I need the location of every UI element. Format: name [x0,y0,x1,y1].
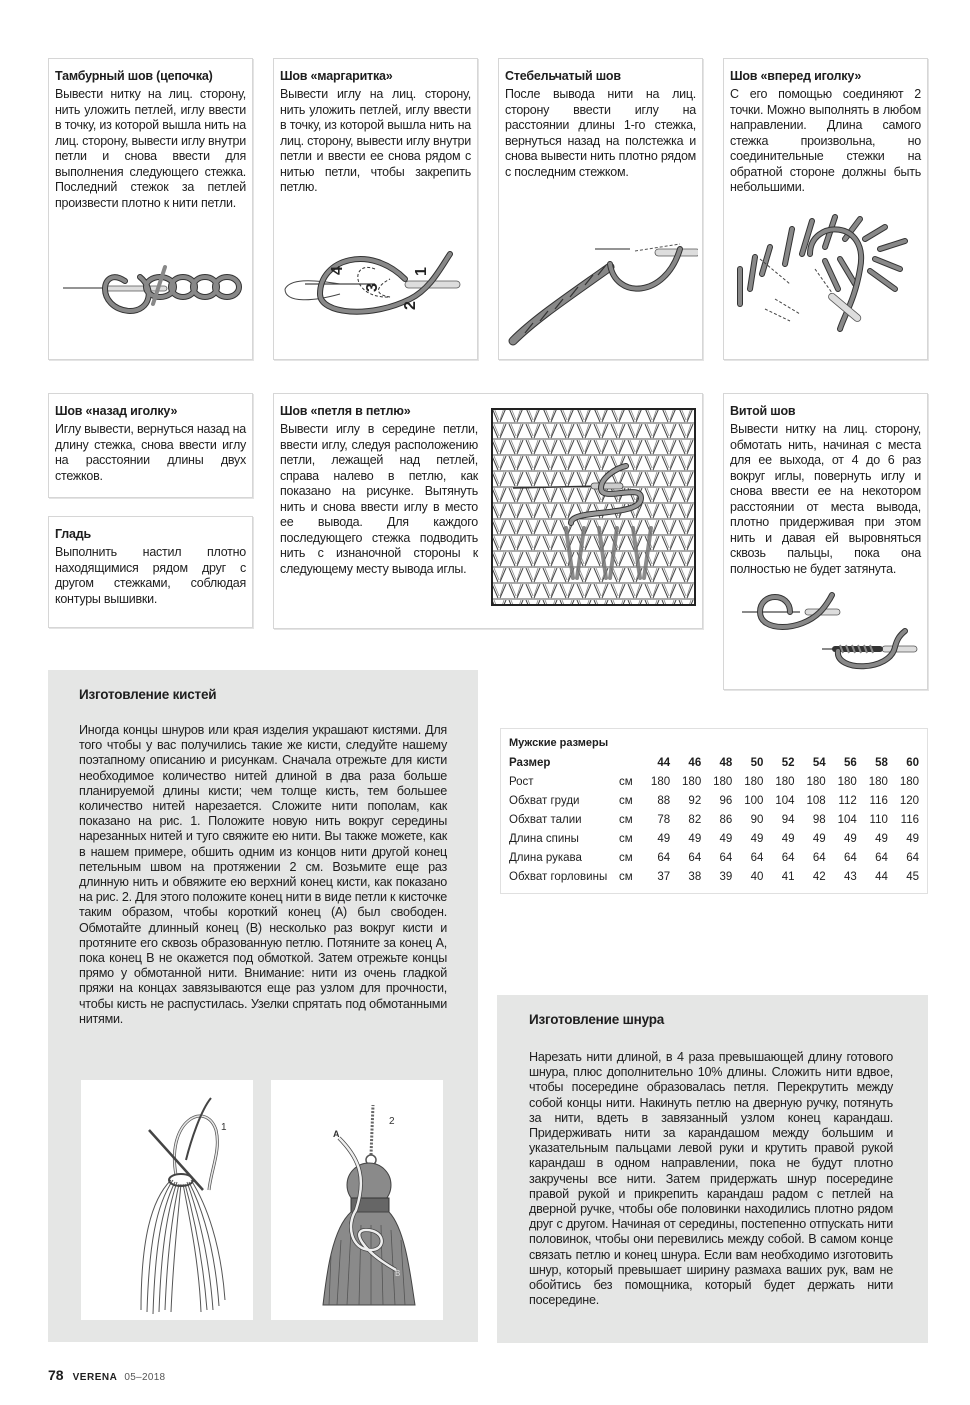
table-row: Обхват горловины см 37 38 39 40 41 42 43 44 45 [509,870,919,883]
stitch-card-stem [498,58,703,360]
table-row: Длина спины см 49 49 49 49 49 49 49 49 49 [509,832,919,845]
svg-text:2: 2 [389,1116,395,1127]
page-footer [48,1367,165,1383]
mens-size-table [500,728,928,894]
table-row: Обхват талии см 78 82 86 90 94 98 104 110 116 [509,813,919,826]
stitch-title: Шов «маргаритка» [280,69,393,83]
size-column: 56 [843,756,857,769]
stitch-card-chain [48,58,253,360]
stitch-title: Витой шов [730,404,796,418]
size-column: 52 [781,756,795,769]
size-chart [509,753,919,886]
stitch-title: Тамбурный шов (цепочка) [55,69,213,83]
bullion-stitch-illustration [730,587,923,677]
size-column: 50 [750,756,764,769]
tassels-panel [48,670,478,1342]
svg-text:1: 1 [221,1122,227,1133]
size-table-caption: Мужские размеры [509,737,609,749]
stitch-description: Вывести иглу в середине петли, ввести иглу, следуя расположению петли, лежащей над петлей, справа налево в петлю, как показано на рисунке. Вытянуть нить и снова ввести иглу в место ее вывода. Для каждого последующего стежка подводить нить с изнаночной стороны к следующему месту вывода иглы. [280,422,478,576]
stitch-description: После вывода нити на лиц. сторону ввести иглу на расстоянии длины 1-го стежка, вернуться назад на полстежка и снова вывести нить плотно рядом с последним стежком. [505,87,696,179]
svg-text:1: 1 [413,267,430,276]
table-row: Длина рукава см 64 64 64 64 64 64 64 64 64 [509,851,919,864]
tassels-instructions: Иногда концы шнуров или края изделия украшают кистями. Для того чтобы у вас получились такие же кисти, следуйте нашему поэтапному описанию и рисункам. Сначала отрежьте для кисти необходимое количество нитей длиной в два раза больше планируемой длины кисти; чем толще кисть, тем большее количество нитей нарезается. Сложите нити пополам, как показано на рис. 1. Положите новую нить вокруг середины нарезанных нитей и туго свяжите ею нити. Вы также можете, как в нашем примере, обшить одним из концов нити другой конец петельным швом на протяжении 2 см. Возьмите еще раз длинную нить и обвяжите ею верхний конец кисти, как показано на рис. 2. Для этого положите конец нити в виде петли к кисточке таким образом, чтобы короткий конец (А) был свободен. Обмотайте длинный конец (В) несколько раз вокруг кисти и протяните его сквозь образованную петлю. Потяните за конец А, пока конец В не окажется под обмоткой. Затем отрежьте концы прямо у обмотанной нити. Внимание: нити из очень гладкой пряжи на концах завязываются еще раз узлом для прочности, чтобы кисть не распустилась. Узелки спрятать под обмотанными нитями. [79,723,447,1026]
svg-text:4: 4 [329,266,346,275]
size-column: 54 [812,756,826,769]
size-column: 48 [719,756,733,769]
lazy-daisy-illustration [280,239,473,329]
stitch-card-bullion [723,393,928,690]
tassel-folding-illustration [81,1080,253,1320]
stitch-title: Шов «вперед иголку» [730,69,862,83]
cord-panel [497,995,928,1343]
stitch-title: Шов «назад иголку» [55,404,178,418]
tassel-wrapping-illustration [271,1080,443,1320]
table-row: Обхват груди см 88 92 96 100 104 108 112 116 120 [509,794,919,807]
stitch-card-duplicate [273,393,703,629]
tassel-figure-1 [81,1080,253,1320]
stitch-description: Вывести нитку на лиц. сторону, нить уложить петлей, иглу ввести в точку, из которой вышла нить на лиц. сторону, вывести иглу внутри петли и снова ввести для выполнения следующего стежка. Последний стежок за петлей произвести плотно к нити петли. [55,87,246,210]
svg-text:B: B [395,1269,401,1278]
svg-text:A: A [333,1129,340,1139]
size-column: 46 [688,756,702,769]
stitch-title: Гладь [55,527,91,541]
cord-title: Изготовление шнура [529,1012,665,1027]
size-header-row [509,753,919,772]
issue-date: 05–2018 [124,1372,166,1383]
stitch-description: Иглу вывести, вернуться назад на длину стежка, снова ввести иглу на расстоянии длины двух стежков. [55,422,246,483]
stitch-description: С его помощью соединяют 2 точки. Можно выполнять в любом направлении. Длина самого стежка произвольна, но соединительные стежки на обратной стороне должны быть небольшими. [730,87,921,194]
size-column: 58 [875,756,888,769]
magazine-name: VERENA [72,1372,118,1383]
page-number: 78 [48,1367,64,1383]
svg-text:3: 3 [364,283,381,292]
stitch-title: Шов «петля в петлю» [280,404,411,418]
tassel-figure-2 [271,1080,443,1320]
size-column: 60 [906,756,919,769]
table-row: Рост см 180 180 180 180 180 180 180 180 180 [509,775,919,788]
tassels-title: Изготовление кистей [79,687,217,702]
stitch-card-backstitch [48,393,253,498]
stitch-description: Вывести нитку на лиц. сторону, обмотать нить, начиная с места для ее выхода, от 4 до 6 раз вокруг иглы, повернуть иглу и снова ввести ее на некотором расстоянии от места вывода, плотно придерживая при этом нить и давая ей выровняться сквозь пальцы, пока она полностью не будет затянута. [730,422,921,576]
chain-stitch-illustration [55,259,248,319]
stitch-card-lazy-daisy [273,58,478,360]
stitch-card-satin [48,516,253,628]
cord-instructions: Нарезать нити длиной, в 4 раза превышающей длину готового шнура, плюс дополнительно 10% длины. Сложить нити вдвое, чтобы посередине образовалась петля. Перекрутить между собой концы нити. Накинуть петлю на дверную ручку, потянуть за нити, вдеть в завязанный узлом конец карандаш. Придерживать нити за карандашом между большим и указательным пальцами левой руки и крутить правой рукой карандаш в одном направлении, пока не будут плотно закручены все нити. Затем придержать шнур посередине правой рукой и прикрепить карандаш радом с петлей на дверной ручке, чтобы обе половинки находились плотно рядом друг с другом. Начиная от середины, постепенно отпускать нити половинок, чтобы они перевились между собой. В самом конце связать петлю и конец шнура. Если вам необходимо изготовить шнур, который превышает ширину размаха ваших рук, вам не обойтись без помощника, который будет держать нити посередине. [529,1050,893,1308]
stitch-card-running [723,58,928,360]
svg-text:2: 2 [402,301,419,310]
stem-stitch-illustration [505,209,698,349]
stitch-description: Вывести иглу на лиц. сторону, нить уложить петлей, иглу ввести в точку, из которой вышла нить на лиц. сторону, вывести иглу внутри петли и ввести ее снова рядом с нитью петли, чтобы закрепить петлю. [280,87,471,194]
stitch-description: Выполнить настил плотно находящимися рядом друг с другом стежками, соблюдая контуры вышивки. [55,545,246,606]
size-header-label: Размер [509,756,551,769]
duplicate-stitch-illustration [491,408,696,606]
size-column: 44 [657,756,671,769]
stitch-title: Стебельчатый шов [505,69,621,83]
running-stitch-illustration [730,209,923,349]
